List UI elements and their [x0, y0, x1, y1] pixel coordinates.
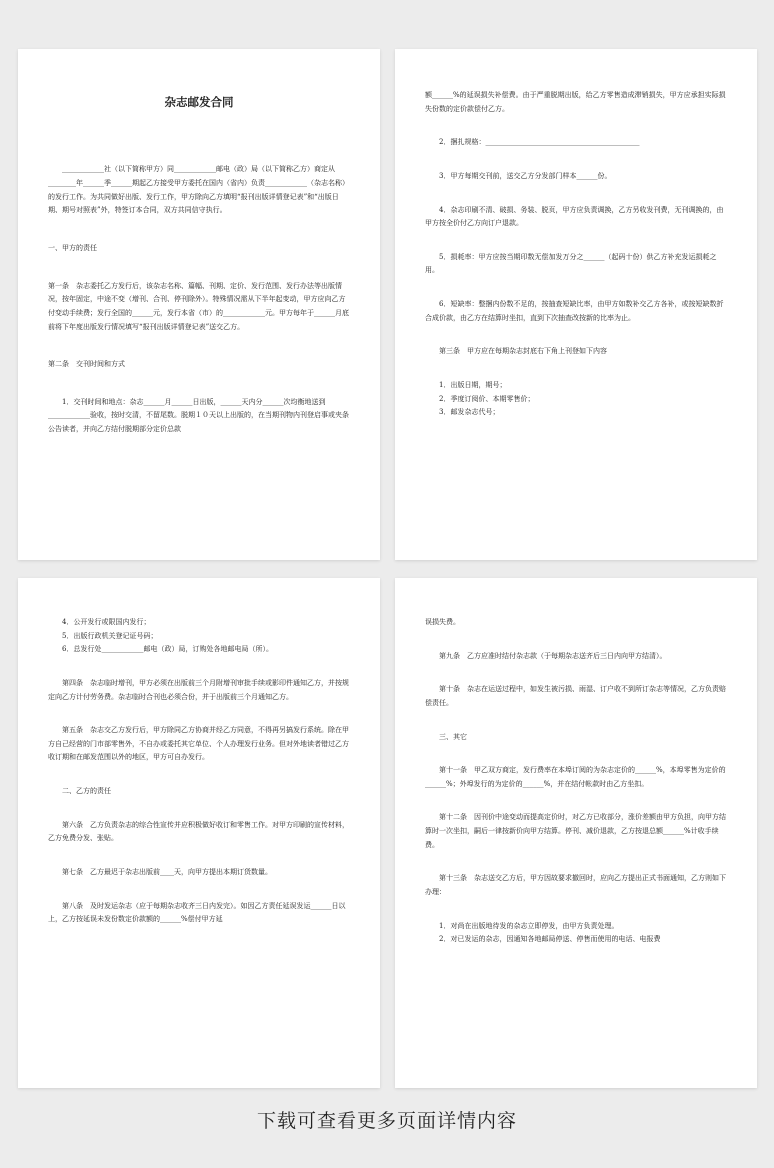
document-title: 杂志邮发合同 — [164, 95, 234, 109]
list-item: 3．邮发杂志代号； — [439, 408, 500, 417]
clause-item: 6．短缺率：整捆内份数不足的，按抽查短缺比率，由甲方如数补交乙方各补，或按短缺数折合成价款，由乙方在结算时坐扣，直到下次抽查改按新的比率为止。 — [425, 300, 724, 322]
clause-paragraph: 第十三条 杂志送交乙方后，甲方因故要求撤回时，应向乙方提出正式书面通知，乙方则如下办理： — [425, 874, 726, 897]
preamble-paragraph: ____________社（以下简称甲方）同____________邮电（政）局（以下简称乙方）商定从________年______季______期起乙方接受甲方委托在国内（省内）负责____________（杂志名称）的发行工作。为共同做好出版、发行工作，甲方除向乙方填明“报刊出版详情登记表”和“出版日期、期号对照表”外，特签订本合同，双方共同信守执行。 — [48, 165, 349, 215]
section-heading: 一、甲方的责任 — [48, 243, 97, 252]
document-page-2 — [395, 49, 757, 560]
clause-paragraph: 误损失费。 — [425, 618, 460, 626]
clause-paragraph: 第八条 及时发运杂志（应于每期杂志收齐三日内发完）。如因乙方责任延误发运______日以上，乙方按延误未发份数定价款额的______%偿付甲方延 — [48, 901, 346, 924]
clause-item: 2．捆扎规格：____________________________________________ — [439, 138, 640, 147]
clause-paragraph: 第四条 杂志临时增刊，甲方必须在出版前三个月附增刊审批手续或影印件通知乙方，并按规定向乙方计付劳务费。杂志临时合刊也必须合份，并于出版前三个月通知乙方。 — [48, 678, 349, 701]
clause-paragraph: 第七条 乙方最迟于杂志出版前____天，向甲方提出本期订货数量。 — [62, 868, 272, 877]
list-item: 4．公开发行或限国内发行； — [62, 618, 151, 626]
clause-item: 5．损耗率：甲方应按当期印数无偿加发万分之______（起码十份）供乙方补充发运损耗之用。 — [425, 252, 717, 275]
download-more-banner[interactable]: 下载可查看更多页面详情内容 — [256, 1110, 517, 1132]
list-item: 1．出版日期，期号； — [439, 381, 507, 390]
clause-paragraph: 第十二条 因刊价中途变动而提高定价时，对乙方已收部分，涨价差额由甲方负担，向甲方结算时一次坐扣，嗣后一律按新价向甲方结算。停刊、减价退款，乙方按退总额______%计收手续费。 — [425, 813, 726, 849]
clause-item: 3．甲方每期交刊前，送交乙方分发部门样本______份。 — [439, 171, 612, 180]
document-page-4 — [395, 578, 757, 1088]
section-heading: 三、其它 — [439, 732, 467, 741]
document-page-3 — [18, 578, 380, 1088]
clause-paragraph: 第九条 乙方应准时结付杂志款（于每期杂志送齐后三日内向甲方结清）。 — [439, 651, 667, 660]
clause-paragraph: 第十一条 甲乙双方商定，发行费率在本埠订阅的为杂志定价的______%，本埠零售为定价的______%；外埠发行的为定价的______%，并在结付帐款时由乙方坐扣。 — [425, 766, 726, 788]
list-item: 2．季度订阅价、本期零售价； — [439, 394, 535, 403]
clause-heading: 第二条 交刊时间和方式 — [48, 360, 125, 369]
clause-paragraph: 第十条 杂志在运送过程中，如发生被污损、雨湿、订户收不到所订杂志等情况，乙方负责赔偿责任。 — [425, 685, 726, 707]
clause-heading: 第三条 甲方应在每期杂志封底右下角上刊登如下内容 — [439, 347, 607, 356]
section-heading: 二、乙方的责任 — [62, 787, 111, 796]
clause-paragraph: 额______%的延误损失补偿费。由于严重脱期出版，给乙方零售造成滞销损失，甲方应承担实际损失份数的定价款偿付乙方。 — [425, 91, 726, 113]
clause-item: 1．交刊时间和地点：杂志______月______日出版，______天内分______次均衡地送到____________验收，按时交清，不留尾数。脱期１０天以上出版的，在当期刊物内刊登启事或夹条公告读者，并向乙方结付脱期部分定价总款 — [48, 397, 349, 434]
list-item: 6．总发行处____________邮电（政）局，订购处各地邮电局（所）。 — [62, 645, 273, 654]
list-item: 5．出版行政机关登记证号码； — [62, 631, 158, 640]
clause-paragraph: 第六条 乙方负责杂志的综合性宣传并应积极做好收订和零售工作。对甲方印刷的宣传材料，乙方免费分发、张贴。 — [48, 820, 349, 843]
clause-item: 4．杂志印刷不清、破损、务装、脱页，甲方应负责调换，乙方另收发刊费，无刊调换的，由甲方按全价付乙方向订户退款。 — [425, 205, 724, 228]
list-item: 1．对尚在出版地待发的杂志立即停发，由甲方负责处理。 — [439, 921, 619, 930]
clause-paragraph: 第一条 杂志委托乙方发行后，该杂志名称、篇幅、刊期、定价、发行范围、发行办法等出版情况，按年固定，中途不变（增刊、合刊、停刊除外）。特殊情况需从下半年起变动，甲方应向乙方付变动手续费；发行全国的______元，发行本省（市）的____________元。甲方每年于______月底前将下年度出版发行情况填写“报刊出版详情登记表”送交乙方。 — [48, 281, 349, 331]
clause-paragraph: 第五条 杂志交乙方发行后，甲方除同乙方协商并经乙方同意，不得再另搞发行系统。除在甲方自己经营的门市部零售外，不自办或委托其它单位、个人办理发行业务。但对外地读者错过乙方收订期和在邮发范围以外的地区，甲方可自办发行。 — [48, 726, 349, 762]
document-page-1 — [18, 49, 380, 560]
list-item: 2．对已发运的杂志，因通知各地邮局停送、停售而使用的电话、电报费 — [439, 935, 661, 944]
